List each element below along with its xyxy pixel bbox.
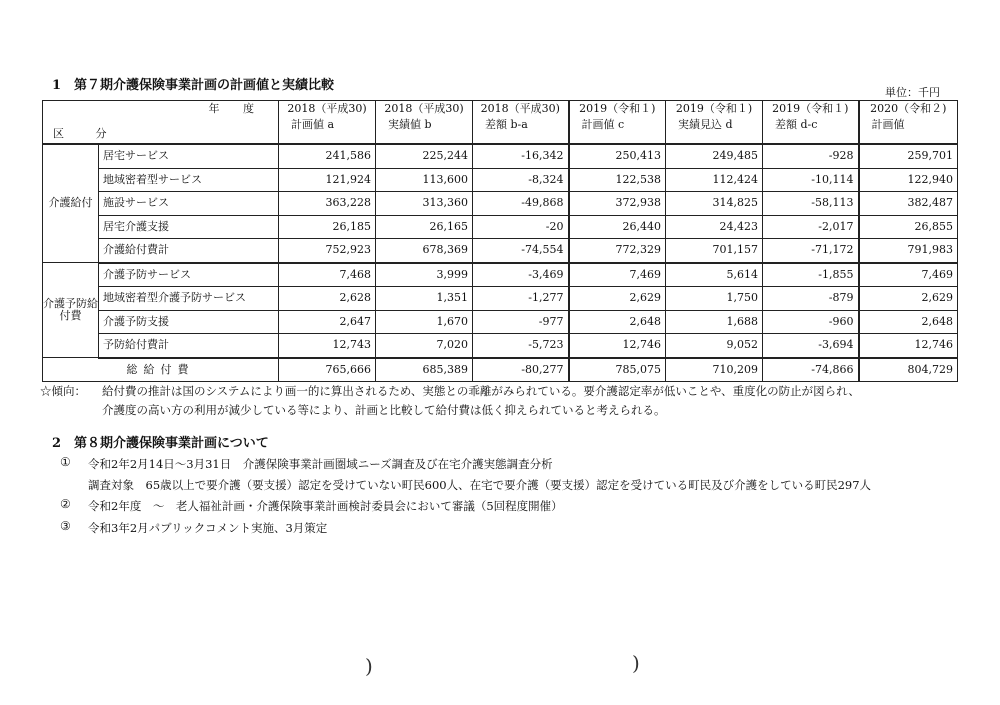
column-header-4 <box>666 101 763 145</box>
value-cell: 1,750 <box>666 287 763 311</box>
value-cell: 26,440 <box>569 215 666 239</box>
column-label: 計画値 <box>871 118 905 132</box>
column-label: 実績見込 d <box>678 118 733 132</box>
value-cell: 7,469 <box>569 263 666 287</box>
value-cell: 122,538 <box>569 168 666 192</box>
value-cell: 2,647 <box>279 310 376 334</box>
value-cell: -2,017 <box>763 215 859 239</box>
table-row <box>43 310 958 334</box>
value-cell: -1,277 <box>473 287 569 311</box>
value-cell: 2,648 <box>859 310 958 334</box>
row-label: 居宅サービス <box>99 144 279 168</box>
subtotal-row <box>43 334 958 358</box>
value-cell: -977 <box>473 310 569 334</box>
value-cell: -10,114 <box>763 168 859 192</box>
value-cell: -8,324 <box>473 168 569 192</box>
row-label: 地域密着型介護予防サービス <box>99 287 279 311</box>
unit-label: 単位：千円 <box>885 86 940 99</box>
table-row <box>43 287 958 311</box>
column-label: 計画値 a <box>291 118 335 132</box>
list-item-1-text: 令和2年2月14日～3月31日 介護保険事業計画圏域ニーズ調査及び在宅介護実態調査分析 <box>88 457 553 471</box>
value-cell: 24,423 <box>666 215 763 239</box>
value-cell: -80,277 <box>473 358 569 382</box>
value-cell: 26,855 <box>859 215 958 239</box>
value-cell: 241,586 <box>279 144 376 168</box>
value-cell: -20 <box>473 215 569 239</box>
value-cell: -960 <box>763 310 859 334</box>
column-header-1 <box>376 101 473 145</box>
column-label: 実績値 b <box>388 118 432 132</box>
value-cell: 113,600 <box>376 168 473 192</box>
value-cell: 1,351 <box>376 287 473 311</box>
value-cell: 363,228 <box>279 192 376 216</box>
column-header-5 <box>763 101 859 145</box>
value-cell: 12,746 <box>569 334 666 358</box>
value-cell: -74,866 <box>763 358 859 382</box>
value-cell: 804,729 <box>859 358 958 382</box>
scan-hole-mark-left: ) <box>365 654 373 678</box>
subtotal-label: 予防給付費計 <box>99 334 279 358</box>
value-cell: 225,244 <box>376 144 473 168</box>
value-cell: 2,648 <box>569 310 666 334</box>
value-cell: -928 <box>763 144 859 168</box>
column-year: 2019（令和１) <box>579 102 656 115</box>
table-header-row <box>43 101 958 145</box>
column-year: 2020（令和２) <box>870 102 947 115</box>
total-label: 総給付費 <box>43 358 279 382</box>
value-cell: 26,185 <box>279 215 376 239</box>
value-cell: 752,923 <box>279 239 376 263</box>
value-cell: 785,075 <box>569 358 666 382</box>
value-cell: 250,413 <box>569 144 666 168</box>
column-label: 計画値 c <box>581 118 625 132</box>
column-header-2 <box>473 101 569 145</box>
value-cell: 122,940 <box>859 168 958 192</box>
value-cell: 685,389 <box>376 358 473 382</box>
value-cell: 2,629 <box>859 287 958 311</box>
subtotal-row <box>43 239 958 263</box>
list-item-3-mark: ③ <box>60 519 71 533</box>
value-cell: -3,469 <box>473 263 569 287</box>
list-item-3-text: 令和3年2月パブリックコメント実施、3月策定 <box>88 521 328 535</box>
value-cell: -5,723 <box>473 334 569 358</box>
column-year: 2019（令和１) <box>772 102 849 115</box>
trend-text-line2: 介護度の高い方の利用が減少している等により、計画と比較して給付費は低く抑えられていると考えられる。 <box>102 403 666 417</box>
column-header-6 <box>859 101 958 145</box>
column-header-0 <box>279 101 376 145</box>
corner-year-label: 年 度 <box>208 102 264 115</box>
value-cell: 710,209 <box>666 358 763 382</box>
value-cell: -49,868 <box>473 192 569 216</box>
value-cell: -74,554 <box>473 239 569 263</box>
group-label: 介護給付 <box>43 144 99 263</box>
row-label: 介護予防サービス <box>99 263 279 287</box>
value-cell: 2,628 <box>279 287 376 311</box>
value-cell: 2,629 <box>569 287 666 311</box>
value-cell: 678,369 <box>376 239 473 263</box>
value-cell: 3,999 <box>376 263 473 287</box>
table-row <box>43 263 958 287</box>
column-label: 差額 b-a <box>485 118 528 132</box>
value-cell: 701,157 <box>666 239 763 263</box>
value-cell: 112,424 <box>666 168 763 192</box>
value-cell: 765,666 <box>279 358 376 382</box>
trend-label: ☆傾向： <box>40 384 86 398</box>
row-label: 居宅介護支援 <box>99 215 279 239</box>
value-cell: 12,746 <box>859 334 958 358</box>
value-cell: -16,342 <box>473 144 569 168</box>
scan-hole-mark-right: ) <box>632 651 640 675</box>
column-year: 2018（平成30) <box>384 102 464 115</box>
value-cell: 259,701 <box>859 144 958 168</box>
section2-title: 2 第８期介護保険事業計画について <box>52 436 269 451</box>
value-cell: -71,172 <box>763 239 859 263</box>
value-cell: 26,165 <box>376 215 473 239</box>
value-cell: 9,052 <box>666 334 763 358</box>
value-cell: 7,020 <box>376 334 473 358</box>
list-item-2-text: 令和2年度 ～ 老人福祉計画・介護保険事業計画検討委員会において審議（5回程度開催） <box>88 499 563 513</box>
list-item-2-mark: ② <box>60 497 71 511</box>
table-row <box>43 192 958 216</box>
column-year: 2018（平成30) <box>287 102 367 115</box>
row-label: 介護予防支援 <box>99 310 279 334</box>
table-body <box>43 101 958 382</box>
column-year: 2019（令和１) <box>675 102 753 115</box>
total-row <box>43 358 958 382</box>
table-row <box>43 168 958 192</box>
row-label: 地域密着型サービス <box>99 168 279 192</box>
value-cell: 313,360 <box>376 192 473 216</box>
value-cell: -1,855 <box>763 263 859 287</box>
value-cell: 121,924 <box>279 168 376 192</box>
value-cell: 372,938 <box>569 192 666 216</box>
value-cell: -879 <box>763 287 859 311</box>
table-row <box>43 215 958 239</box>
value-cell: -58,113 <box>763 192 859 216</box>
value-cell: 7,468 <box>279 263 376 287</box>
corner-category-label: 区 分 <box>53 126 121 140</box>
plan-vs-actual-table <box>42 100 958 382</box>
list-item-1-mark: ① <box>60 455 71 469</box>
value-cell: 7,469 <box>859 263 958 287</box>
value-cell: 791,983 <box>859 239 958 263</box>
group-label: 介護予防給付費 <box>43 263 99 358</box>
value-cell: 382,487 <box>859 192 958 216</box>
value-cell: 12,743 <box>279 334 376 358</box>
row-label: 施設サービス <box>99 192 279 216</box>
value-cell: -3,694 <box>763 334 859 358</box>
value-cell: 314,825 <box>666 192 763 216</box>
column-year: 2018（平成30) <box>480 102 560 115</box>
value-cell: 249,485 <box>666 144 763 168</box>
trend-text-line1: 給付費の推計は国のシステムにより画一的に算出されるため、実態との乖離がみられている。要介護認定率が低いことや、重度化の防止が図られ、 <box>102 384 860 398</box>
value-cell: 5,614 <box>666 263 763 287</box>
column-header-3 <box>569 101 666 145</box>
subtotal-label: 介護給付費計 <box>99 239 279 263</box>
value-cell: 1,688 <box>666 310 763 334</box>
section1-title: 1 第７期介護保険事業計画の計画値と実績比較 <box>52 78 335 93</box>
list-item-1-detail: 調査対象 65歳以上で要介護（要支援）認定を受けていない町民600人、在宅で要介護（要支援）認定を受けている町民及び介護をしている町民297人 <box>88 478 872 492</box>
value-cell: 1,670 <box>376 310 473 334</box>
column-label: 差額 d-c <box>775 118 818 132</box>
table-row <box>43 144 958 168</box>
corner-header-cell <box>43 101 279 145</box>
value-cell: 772,329 <box>569 239 666 263</box>
